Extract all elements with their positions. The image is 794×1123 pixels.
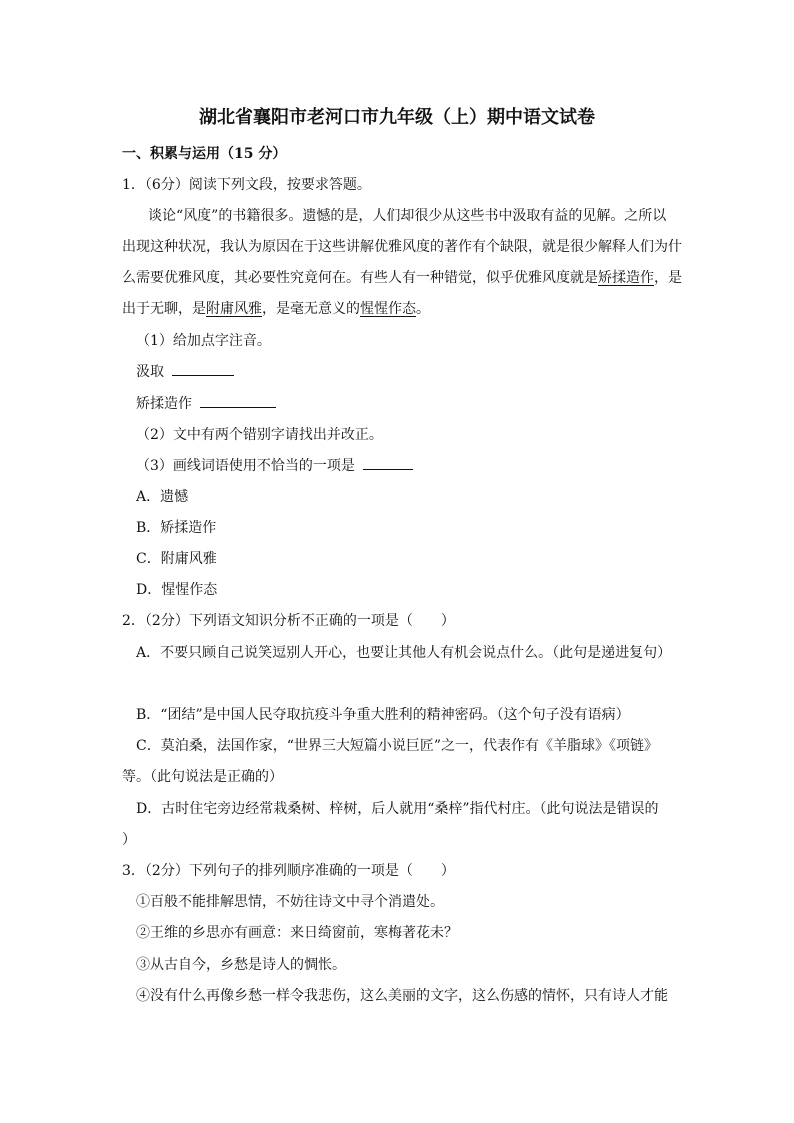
passage-text: 么需要优雅风度，其必要性究竟何在。有些人有一种错觉，似乎优雅风度就是 [122,270,598,286]
q1-option-b[interactable]: B．矫揉造作 [136,520,217,536]
passage-line-4 [122,298,682,320]
passage-text: ，是 [654,270,682,286]
q2-option-c-continued: 等。（此句说法是正确的） [122,769,283,785]
q2-option-d-continued: ） [122,832,136,848]
sub-question-1: （1）给加点字注音。 [136,333,271,349]
underlined-term: 惺惺作态 [360,301,416,317]
q2-option-c[interactable]: C．莫泊桑，法国作家，“世界三大短篇小说巨匠”之一，代表作有《羊脂球》《项链》 [136,738,659,754]
sub-question-3 [136,455,696,477]
section-heading: 一、积累与运用（15 分） [122,146,287,162]
term-label: 矫揉造作 [136,396,192,412]
q1-option-c[interactable]: C．附庸风雅 [136,551,217,567]
sub-question-3-text: （3）画线词语使用不恰当的一项是 [136,458,355,474]
q1-option-d[interactable]: D．惺惺作态 [136,582,218,598]
q3-sentence-3: ③从古自今，乡愁是诗人的惆怅。 [136,957,346,973]
q3-sentence-4: ④没有什么再像乡愁一样令我悲伤，这么美丽的文字，这么伤感的情怀，只有诗人才能 [136,988,668,1004]
q1-option-a[interactable]: A．遗憾 [136,489,189,505]
q2-option-b[interactable]: B．“团结”是中国人民夺取抗疫斗争重大胜利的精神密码。（这个句子没有语病） [136,707,630,723]
pinyin-item-2 [136,393,696,415]
sub-question-2: （2）文中有两个错别字请找出并改正。 [136,427,383,443]
passage-text: ，是毫无意义的 [262,301,360,317]
answer-blank[interactable] [200,393,276,408]
answer-blank[interactable] [172,361,234,376]
term-label: 汲取 [136,364,164,380]
q3-sentence-1: ①百般不能排解思情，不妨往诗文中寻个消遣处。 [136,894,444,910]
passage-text: 出于无聊，是 [122,301,206,317]
q2-option-a[interactable]: A．不要只顾自己说笑逗别人开心，也要让其他人有机会说点什么。（此句是递进复句） [136,645,672,661]
passage-text: 。 [416,301,430,317]
passage-line-3 [122,267,682,289]
question-1-stem: 1．（6分）阅读下列文段，按要求答题。 [122,177,371,193]
passage-line-2: 出现这种状况，我认为原因在于这些讲解优雅风度的著作有个缺限，就是很少解释人们为什 [122,239,682,255]
answer-blank[interactable] [363,455,413,470]
underlined-term: 矫揉造作 [598,270,654,286]
page-title: 湖北省襄阳市老河口市九年级（上）期中语文试卷 [199,107,595,128]
q2-option-d[interactable]: D．古时住宅旁边经常栽桑树、梓树，后人就用“桑梓”指代村庄。（此句说法是错误的 [136,801,659,817]
passage-line-1: 谈论“风度”的书籍很多。遗憾的是，人们却很少从这些书中汲取有益的见解。之所以 [148,208,667,224]
question-3-stem: 3．（2分）下列句子的排列顺序准确的一项是（ ） [122,863,455,879]
pinyin-item-1 [136,361,696,383]
q3-sentence-2: ②王维的乡思亦有画意：来日绮窗前，寒梅著花未？ [136,925,458,941]
question-2-stem: 2．（2分）下列语文知识分析不正确的一项是（ ） [122,613,455,629]
underlined-term: 附庸风雅 [206,301,262,317]
